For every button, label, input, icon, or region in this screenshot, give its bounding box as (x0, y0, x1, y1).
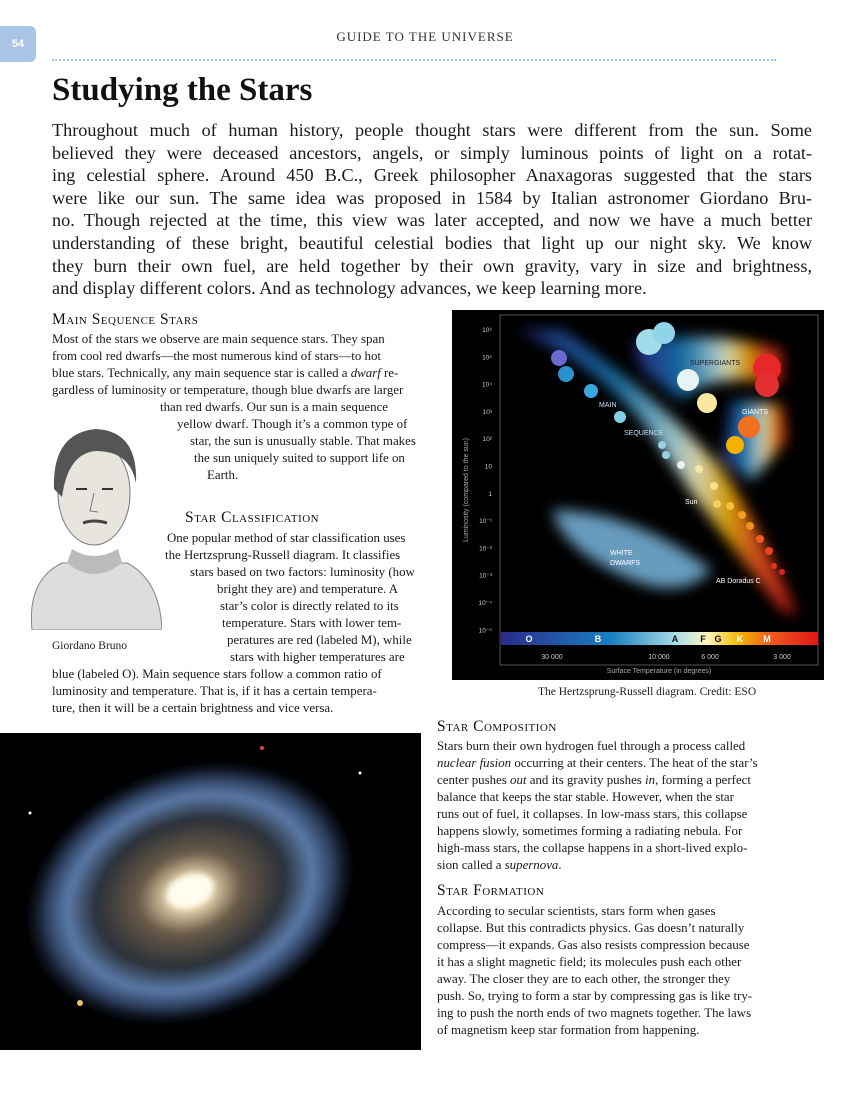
label-dwarfs: DWARFS (610, 560, 641, 567)
label-giants: GIANTS (742, 409, 769, 416)
hr-diagram (452, 310, 824, 680)
text-line: star’s color is directly related to its (220, 599, 399, 613)
heading-star-classification: Star Classification (185, 509, 320, 526)
spectral-class-label: B (594, 634, 602, 644)
header-divider (52, 59, 776, 61)
running-title: GUIDE TO THE UNIVERSE (336, 29, 514, 44)
text-line: of magnetism keep star formation from happening. (437, 1023, 700, 1037)
portrait-caption: Giordano Bruno (52, 640, 128, 652)
spectral-class-label: F (700, 634, 706, 644)
formation-text (437, 903, 752, 1039)
text-line: Stars burn their own hydrogen fuel through a process called (437, 739, 746, 753)
label-sun: Sun (685, 499, 698, 506)
label-ab-doradus: AB Doradus C (716, 578, 761, 585)
page-title: Studying the Stars (52, 72, 313, 108)
text-line: blue (labeled O). Main sequence stars follow a common ratio of (52, 667, 382, 681)
spectral-class-label: A (671, 634, 679, 644)
page-number: 54 (0, 26, 36, 62)
spectral-class-label: M (763, 634, 771, 644)
y-tick-label: 10² (482, 436, 492, 444)
x-tick-label: 30 000 (541, 654, 563, 661)
spectral-class-label: O (525, 634, 533, 644)
text-line: from cool red dwarfs—the most numerous kind of stars—to hot (52, 349, 382, 363)
text-line: collapse. But this contradicts physics. Gas doesn’t naturally (437, 921, 745, 935)
classification-text (52, 530, 415, 717)
text-line: understanding of these bright, beautiful celestial bodies that light up our night sky. We know (52, 232, 812, 253)
text-line: no. Though rejected at the time, this view was later accepted, and now we have a much better (52, 210, 812, 231)
text-line: they burn their own fuel, are held together by their own gravity, vary in size and brightness, (52, 255, 812, 276)
x-tick-label: 3 000 (773, 654, 791, 661)
text-line: temperature. Stars with lower tem- (222, 616, 402, 630)
label-sequence: SEQUENCE (624, 430, 664, 437)
y-tick-label: 10 (484, 463, 492, 471)
heading-main-sequence: Main Sequence Stars (52, 311, 199, 328)
heading-star-composition: Star Composition (437, 718, 557, 735)
y-tick-label: 10⁻¹ (479, 518, 492, 526)
hr-caption: The Hertzsprung-Russell diagram. Credit: ESO (538, 686, 757, 698)
text-line: than red dwarfs. Our sun is a main sequence (160, 400, 389, 414)
label-supergiants: SUPERGIANTS (690, 360, 741, 367)
text-line: and display different colors. And as technology advances, we keep learning more. (52, 278, 647, 299)
text-line: believed they were deceased ancestors, angels, or simply luminous points of light on a rotat- (52, 142, 812, 163)
text-line: center pushes out and its gravity pushes in, forming a perfect (437, 773, 751, 787)
text-line: According to secular scientists, stars form when gases (437, 904, 716, 918)
y-tick-label: 10⁻³ (479, 572, 492, 580)
composition-text (437, 738, 758, 874)
text-line: were like our sun. The same idea was proposed in 1584 by Italian astronomer Giordano Bru- (52, 187, 812, 208)
text-line: ing celestial sphere. Around 450 B.C., Greek philosopher Anaxagoras suggested that the stars (52, 165, 812, 186)
spectral-class-label: K (736, 634, 744, 644)
text-line: bright they are) and temperature. A (217, 582, 399, 596)
x-axis-label: Surface Temperature (in degrees) (606, 668, 712, 675)
y-tick-label: 1 (488, 490, 492, 498)
text-line: Most of the stars we observe are main sequence stars. They span (52, 332, 385, 346)
text-line: balance that keeps the star stable. However, when the star (437, 790, 734, 804)
spiral-galaxy-photo (0, 733, 421, 1050)
text-line: ing to push the north ends of two magnets together. The laws (437, 1006, 752, 1020)
text-line: gardless of luminosity or temperature, though blue dwarfs are larger (52, 383, 404, 397)
x-tick-label: 10 000 (648, 654, 670, 661)
text-line: luminosity and temperature. That is, if it has a certain tempera- (52, 684, 377, 698)
text-line: push. So, trying to form a star by compressing gas is like try- (437, 989, 753, 1003)
text-line: away. The closer they are to each other, the stronger they (437, 972, 731, 986)
y-tick-label: 10⁻⁴ (478, 600, 492, 607)
x-tick-label: 6 000 (701, 654, 719, 661)
text-line: high-mass stars, the collapse happens in a short-lived explo- (437, 841, 748, 855)
text-line: blue stars. Technically, any main sequence star is called a dwarf re- (52, 366, 399, 380)
text-line: star, the sun is unusually stable. That makes (190, 434, 416, 448)
main-sequence-text (52, 331, 416, 484)
text-line: stars based on two factors: luminosity (how (190, 565, 415, 579)
y-tick-label: 10⁵ (482, 354, 492, 362)
text-line: One popular method of star classification uses (167, 531, 406, 545)
heading-star-formation: Star Formation (437, 882, 545, 899)
y-tick-label: 10³ (482, 408, 492, 416)
text-line: nuclear fusion occurring at their centers. The heat of the star’s (437, 756, 758, 770)
text-line: Throughout much of human history, people thought stars were different from the sun. Some (52, 120, 812, 140)
text-line: ture, then it will be a certain brightness and vice versa. (52, 701, 334, 715)
intro-paragraph (52, 119, 812, 300)
y-tick-label: 10⁶ (482, 327, 492, 334)
spectral-class-label: G (714, 634, 722, 644)
label-white: WHITE (610, 550, 633, 557)
y-tick-label: 10⁻⁵ (478, 627, 492, 635)
y-tick-label: 10⁻² (479, 545, 492, 553)
text-line: the Hertzsprung-Russell diagram. It classifies (165, 548, 401, 562)
text-line: stars with higher temperatures are (230, 650, 405, 664)
y-tick-label: 10⁴ (481, 381, 492, 389)
text-line: runs out of fuel, it collapses. In low-mass stars, this collapse (437, 807, 748, 821)
text-line: the sun uniquely suited to support life on (194, 451, 405, 465)
label-main: MAIN (599, 402, 617, 409)
text-line: peratures are red (labeled M), while (227, 633, 412, 647)
text-line: yellow dwarf. Though it’s a common type of (177, 417, 408, 431)
text-line: it has a slight magnetic field; its molecules push each other (437, 955, 742, 969)
text-line: sion called a supernova. (437, 858, 562, 872)
text-line: compress—it expands. Gas also resists compression because (437, 938, 750, 952)
text-line: Earth. (207, 468, 239, 482)
y-axis-label: Luminosity (compared to the sun) (463, 438, 470, 542)
text-line: happens slowly, sometimes forming a radiating nebula. For (437, 824, 743, 838)
